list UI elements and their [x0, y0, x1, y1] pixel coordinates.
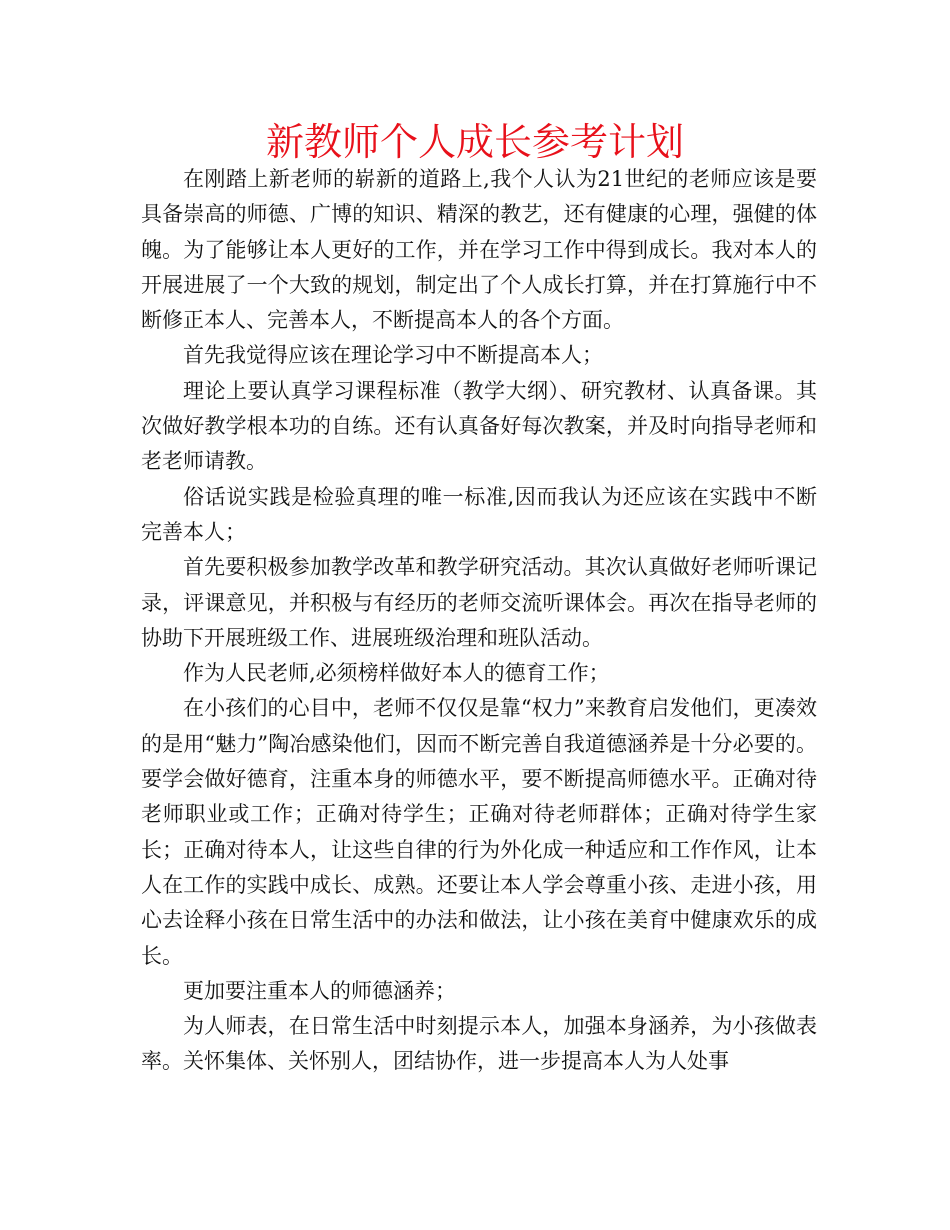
document-body	[141, 162, 817, 1080]
paragraph-6: 作为人民老师,必须榜样做好本人的德育工作；	[183, 661, 610, 686]
paragraph-2: 首先我觉得应该在理论学习中不断提高本人；	[183, 343, 603, 368]
paragraph-7: 在小孩们的心目中，老师不仅仅是靠“权力”来教育启发他们，更凑效的是用“魅力”陶冶感染他们，因而不断完善自我道德涵养是十分必要的。要学会做好德育，注重本身的师德水平，要不断提高师德水平。正确对待老师职业或工作；正确对待学生；正确对待老师群体；正确对待学生家长；正确对待本人，让这些自律的行为外化成一种适应和工作作风，让本人在工作的实践中成长、成熟。还要让本人学会尊重小孩、走进小孩，用心去诠释小孩在日常生活中的办法和做法，让小孩在美育中健康欢乐的成长。	[141, 696, 817, 968]
paragraph-9: 为人师表，在日常生活中时刻提示本人，加强本身涵养，为小孩做表率。关怀集体、关怀别人，团结协作，进一步提高本人为人处事	[141, 1014, 817, 1074]
paragraph-5: 首先要积极参加教学改革和教学研究活动。其次认真做好老师听课记录，评课意见，并积极与有经历的老师交流听课体会。再次在指导老师的协助下开展班级工作、进展班级治理和班队活动。	[141, 555, 817, 650]
paragraph-1: 在刚踏上新老师的崭新的道路上,我个人认为21世纪的老师应该是要具备崇高的师德、广博的知识、精深的教艺，还有健康的心理，强健的体魄。为了能够让本人更好的工作，并在学习工作中得到成长。我对本人的开展进展了一个大致的规划，制定出了个人成长打算，并在打算施行中不断修正本人、完善本人，不断提高本人的各个方面。	[141, 167, 817, 333]
paragraph-8: 更加要注重本人的师德涵养；	[183, 978, 456, 1003]
paragraph-3: 理论上要认真学习课程标准（教学大纲）、研究教材、认真备课。其次做好教学根本功的自练。还有认真备好每次教案，并及时向指导老师和老老师请教。	[141, 378, 817, 474]
document-title: 新教师个人成长参考计划	[265, 120, 684, 164]
paragraph-4: 俗话说实践是检验真理的唯一标准,因而我认为还应该在实践中不断完善本人；	[141, 484, 817, 544]
